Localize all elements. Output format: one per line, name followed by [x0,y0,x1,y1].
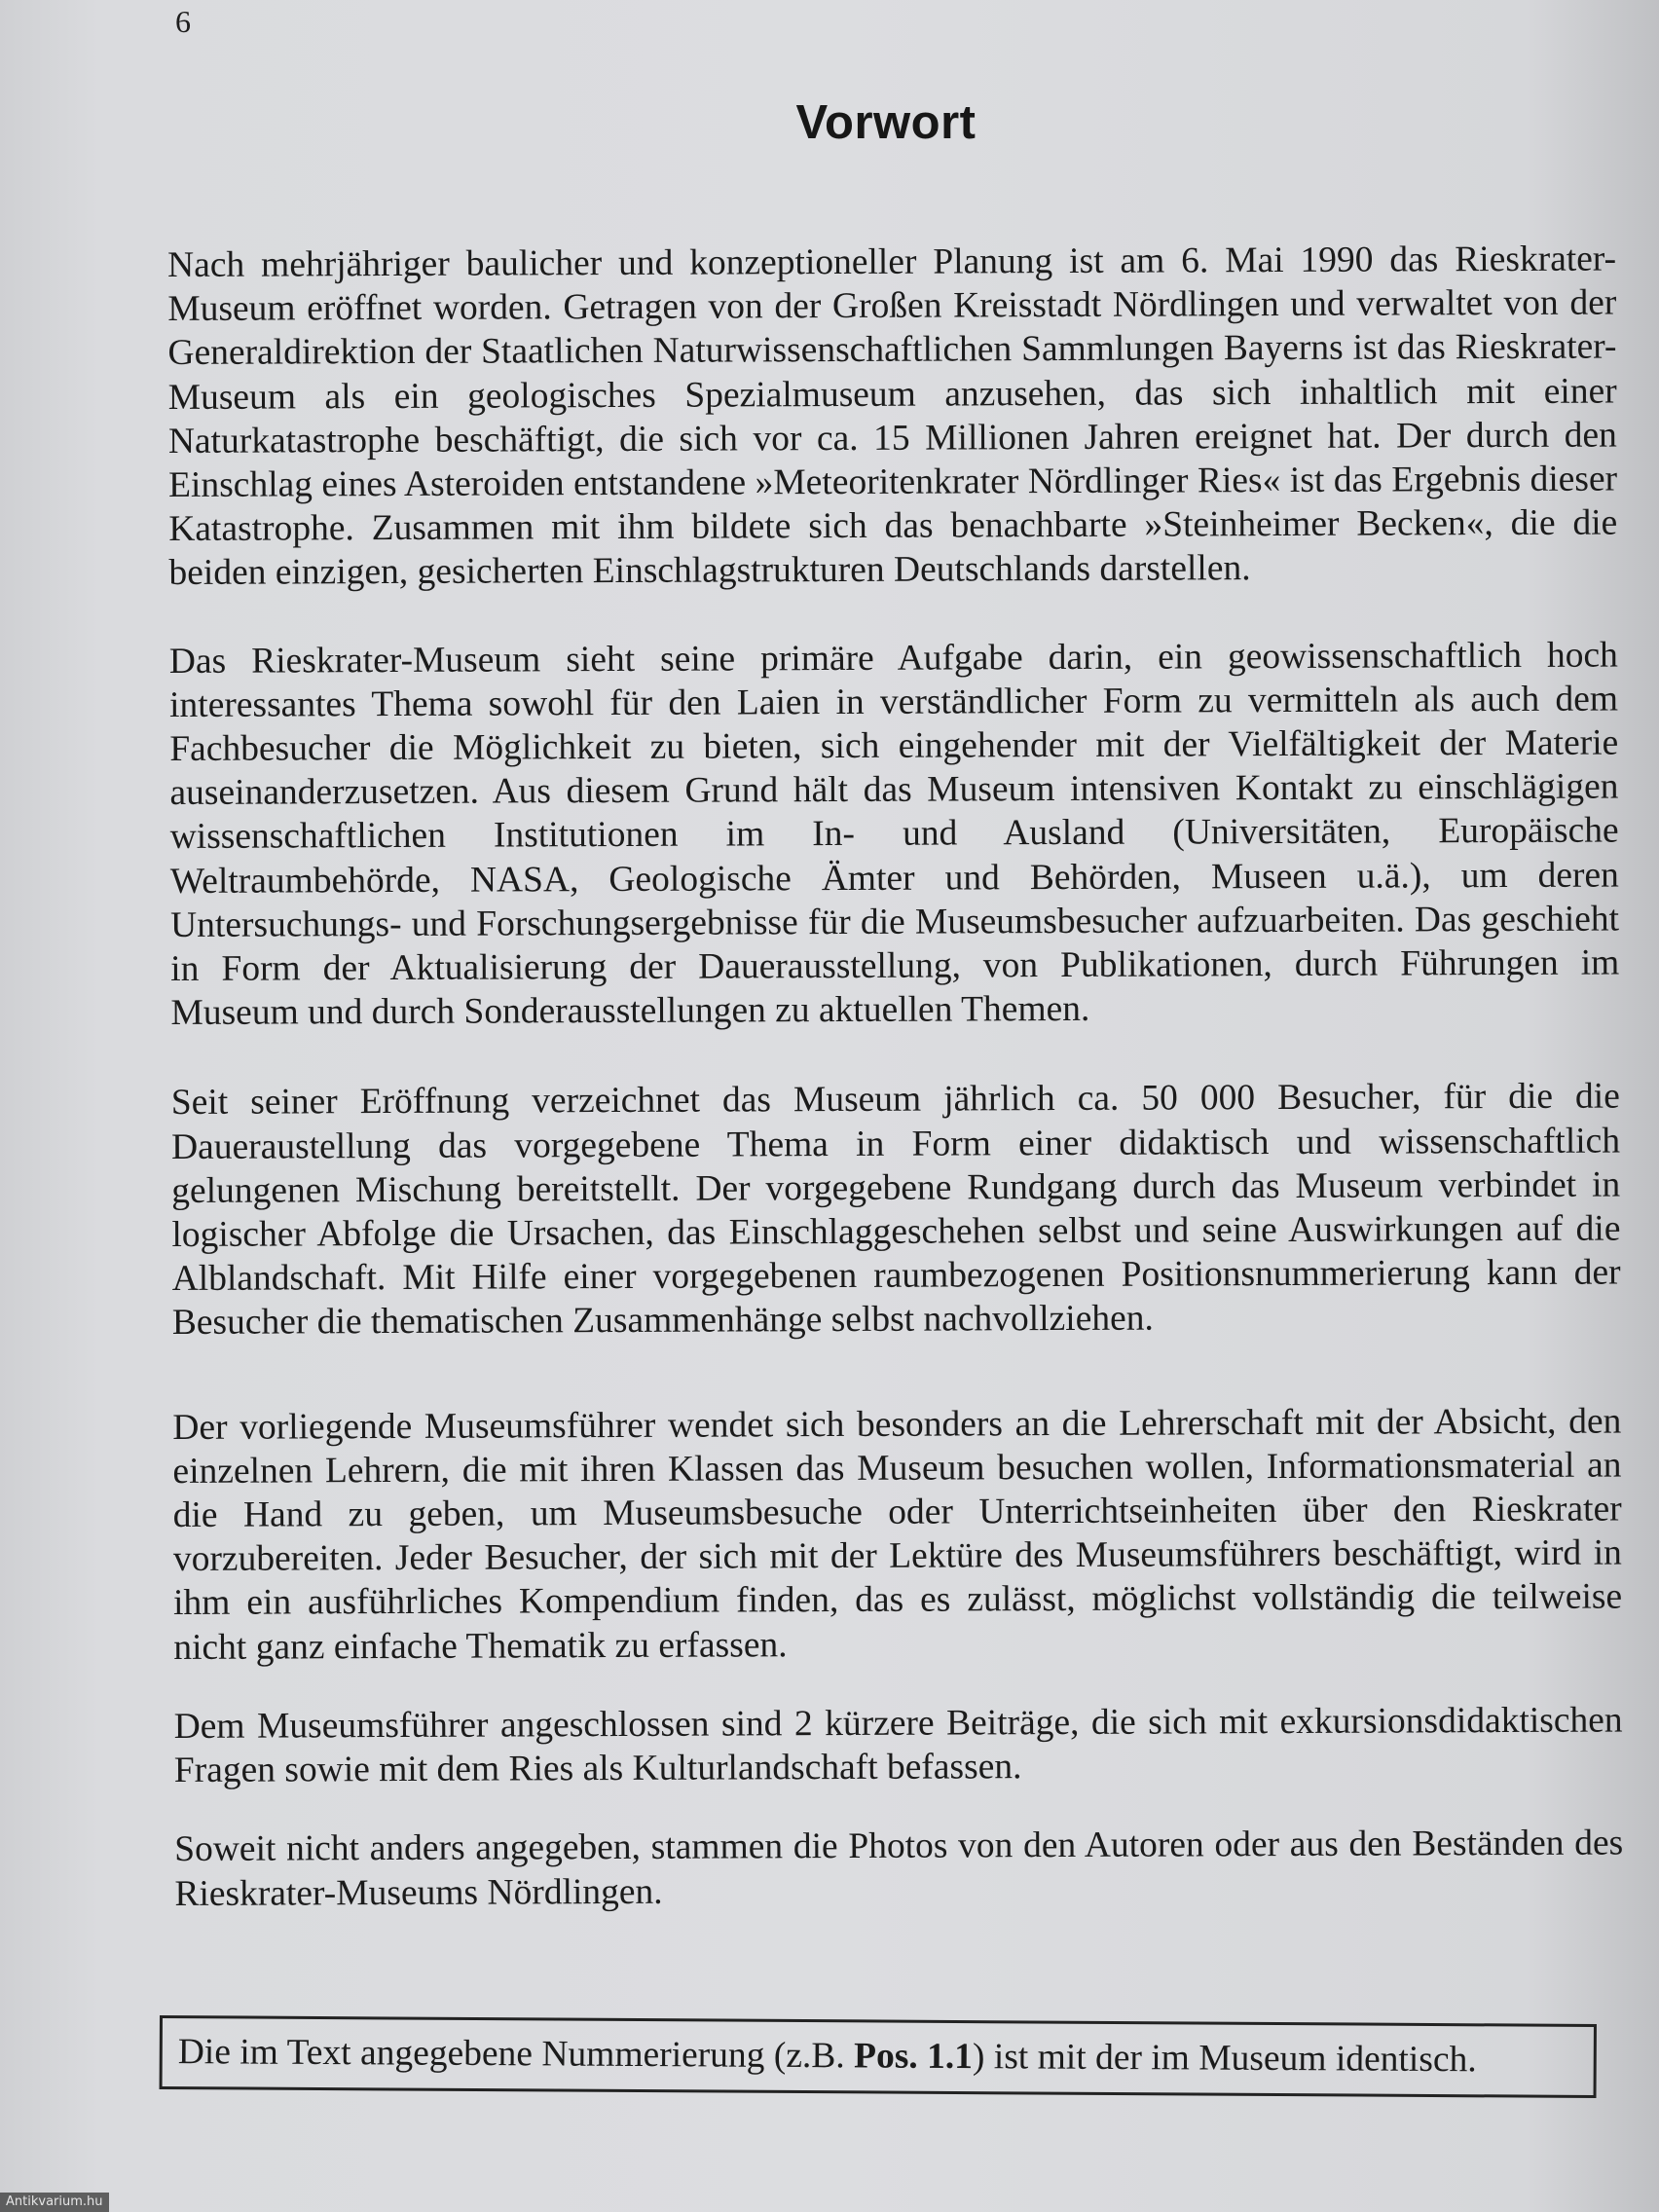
note-text-bold: Pos. 1.1 [854,2036,974,2078]
page-number: 6 [175,4,191,39]
paragraph-4: Der vorliegende Museumsführer wendet sich besonders an die Lehrerschaft mit der Absicht, den einzelnen Lehrern, die mit ihren Klassen das Museum besuchen wollen, Informationsmaterial an die Hand zu geben, um Museumsbesuche oder Unterrichtseinheiten über den Rieskrater vorzubereiten. Jeder Besucher, der sich mit der Lektüre des Museumsführers beschäftigt, wird in ihm ein ausführliches Kompendium finden, das es zulässt, möglichst vollständig die teilweise nicht ganz einfache Thematik zu erfassen. [172,1401,1623,1668]
note-text-after: ) ist mit der im Museum identisch. [972,2037,1477,2081]
note-text-before: Die im Text angegebene Nummerierung (z.B. [177,2032,855,2077]
paragraph-2: Das Rieskrater-Museum sieht seine primäre Aufgabe darin, ein geowissenschaftlich hoch interessantes Thema sowohl für den Laien in verständlicher Form zu vermitteln als auch dem Fachbesucher die Möglichkeit zu bieten, sich eingehender mit der Vielfältigkeit der Materie auseinanderzusetzen. Aus diesem Grund hält das Museum intensiven Kontakt zu einschlägigen wissenschaftlichen Institutionen im In- und Ausland (Universitäten, Europäische Weltraumbehörde, NASA, Geologische Ämter und Behörden, Museen u.ä.), um deren Untersuchungs- und Forschungsergebnisse für die Museumsbesucher aufzuarbeiten. Das geschieht in Form der Aktualisierung der Dauerausstellung, von Publikationen, durch Führungen im Museum und durch Sonderausstellungen zu aktuellen Themen. [168,635,1620,1034]
page-title: Vorwort [795,96,977,149]
paragraph-3: Seit seiner Eröffnung verzeichnet das Museum jährlich ca. 50 000 Besucher, für die die Daueraustellung das vorgegebene Thema in Form einer didaktisch und wissenschaftlich gelungenen Mischung bereitstellt. Der vorgegebene Rundgang durch das Museum verbindet in logischer Abfolge die Ursachen, das Einschlaggeschehen selbst und seine Auswirkungen auf die Alblandschaft. Mit Hilfe einer vorgegebenen raumbezogenen Positionsnummerierung kann der Besucher die thematischen Zusammenhänge selbst nachvollziehen. [170,1076,1621,1344]
note-box [160,2015,1597,2098]
paragraph-5: Dem Museumsführer angeschlossen sind 2 kürzere Beiträge, die sich mit exkursionsdidaktischen Fragen sowie mit dem Ries als Kulturlandschaft befassen. [173,1700,1623,1791]
body-text [167,238,1623,1916]
paragraph-6: Soweit nicht anders angegeben, stammen die Photos von den Autoren oder aus den Beständen des Rieskrater-Museums Nördlingen. [174,1823,1624,1914]
watermark: Antikvarium.hu [0,2193,109,2212]
paragraph-1: Nach mehrjähriger baulicher und konzeptioneller Planung ist am 6. Mai 1990 das Rieskrater-Museum eröffnet worden. Getragen von der Großen Kreisstadt Nördlingen und verwaltet von der Generaldirektion der Staatlichen Naturwissenschaftlichen Sammlungen Bayerns ist das Rieskrater-Museum als ein geologisches Spezialmuseum anzusehen, das sich inhaltlich mit einer Naturkatastrophe beschäftigt, die sich vor ca. 15 Millionen Jahren ereignet hat. Der durch den Einschlag eines Asteroiden entstandene »Meteoritenkrater Nördlinger Ries« ist das Ergebnis dieser Katastrophe. Zusammen mit ihm bildete sich das benachbarte »Steinheimer Becken«, die die beiden einzigen, gesicherten Einschlagstrukturen Deutschlands darstellen. [167,239,1618,594]
